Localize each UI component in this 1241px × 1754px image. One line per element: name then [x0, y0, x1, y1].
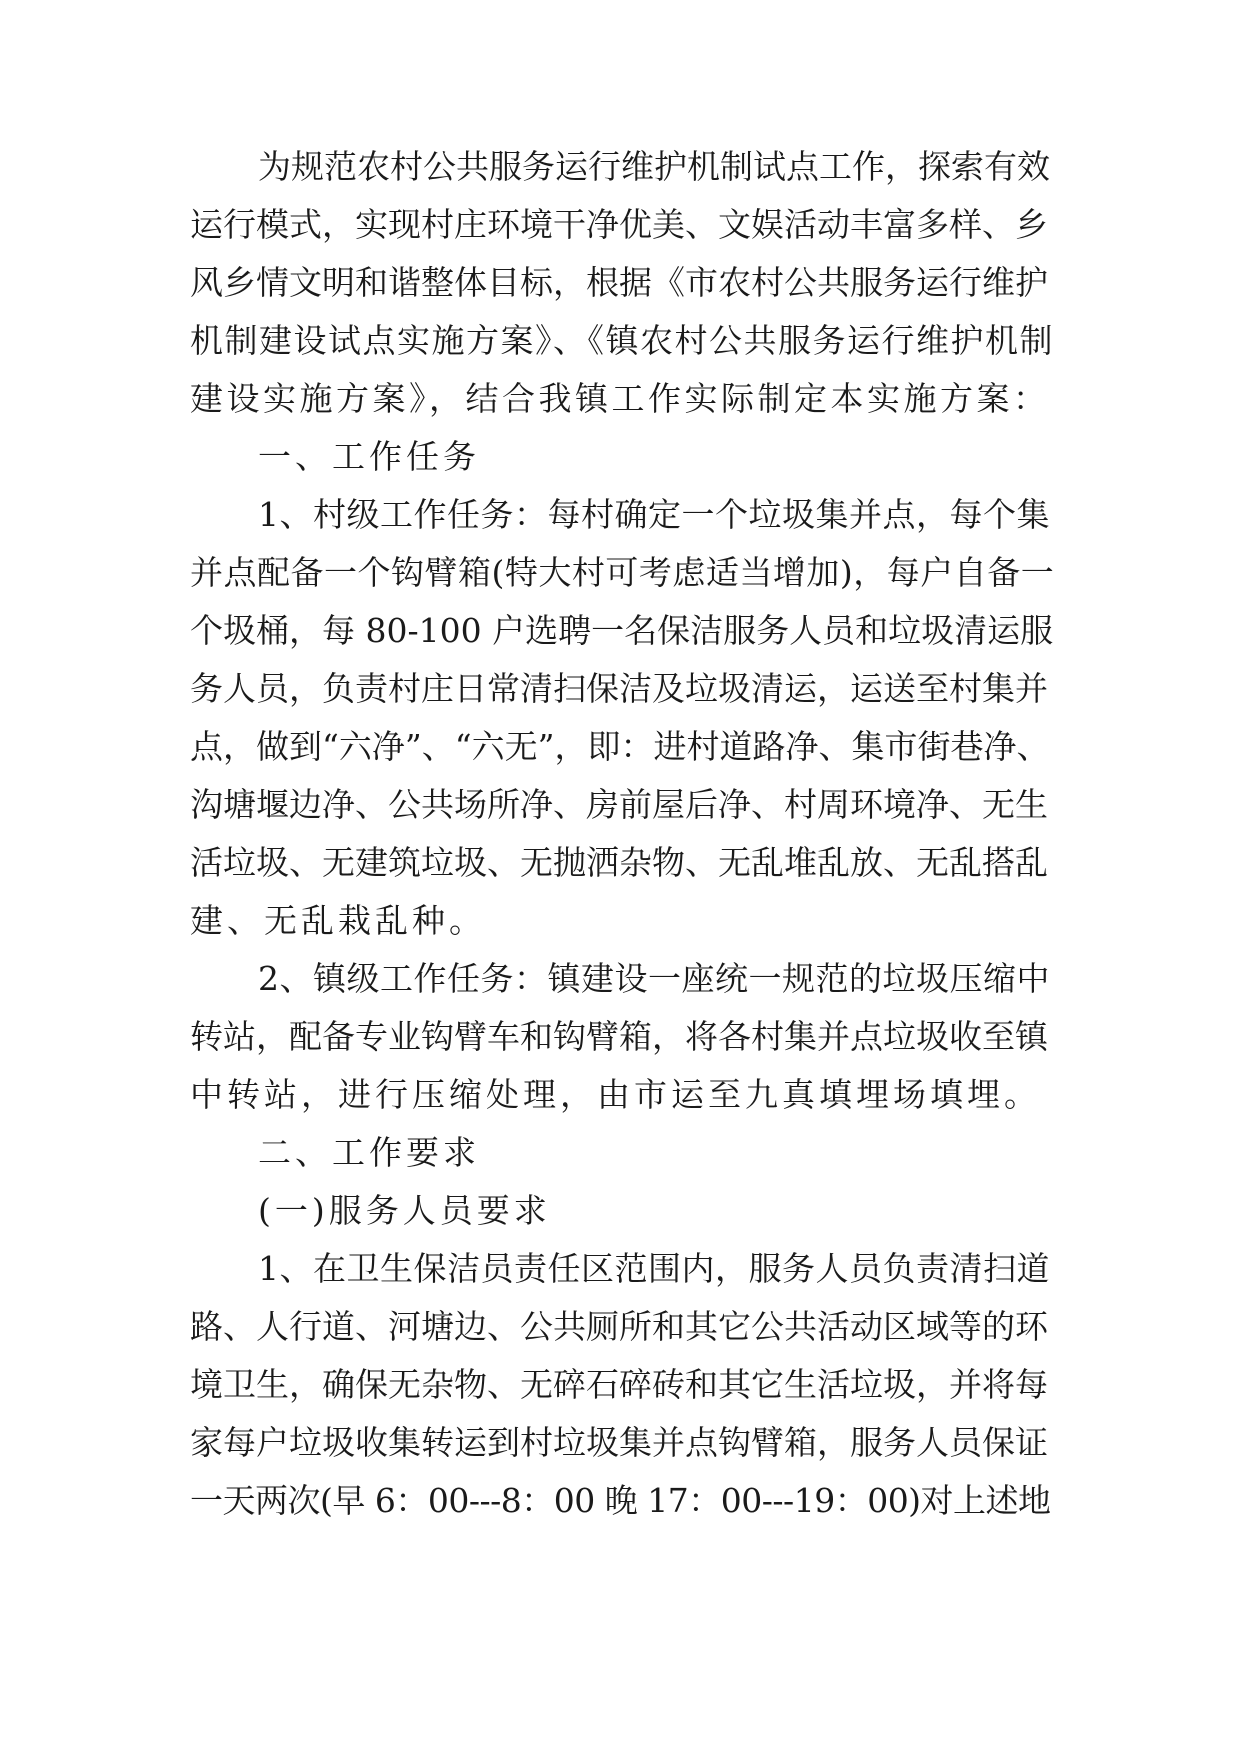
section-heading: 一、工作任务 [258, 437, 480, 476]
paragraph-line: 风乡情文明和谐整体目标，根据《市农村公共服务运行维护 [190, 263, 1048, 302]
paragraph-line: 建设实施方案》，结合我镇工作实际制定本实施方案： [190, 379, 1050, 418]
paragraph-line: 一天两次(早 6：00---8：00 晚 17：00---19：00)对上述地 [190, 1481, 1051, 1520]
paragraph-line: 运行模式，实现村庄环境干净优美、文娱活动丰富多样、乡 [190, 205, 1048, 244]
paragraph-line: 家每户垃圾收集转运到村垃圾集并点钩臂箱，服务人员保证 [190, 1423, 1048, 1462]
paragraph-line: 建、无乱栽乱种。 [190, 901, 486, 940]
paragraph-line: 境卫生，确保无杂物、无碎石碎砖和其它生活垃圾，并将每 [190, 1365, 1048, 1404]
paragraph-line: 沟塘堰边净、公共场所净、房前屋后净、村周环境净、无生 [190, 785, 1048, 824]
paragraph-line: 转站，配备专业钩臂车和钩臂箱，将各村集并点垃圾收至镇 [190, 1017, 1048, 1056]
paragraph-line: 务人员，负责村庄日常清扫保洁及垃圾清运，运送至村集并 [190, 669, 1048, 708]
paragraph-line: 中转站，进行压缩处理，由市运至九真填埋场填埋。 [190, 1075, 1041, 1114]
paragraph-line: 为规范农村公共服务运行维护机制试点工作，探索有效 [258, 147, 1050, 186]
section-heading: 二、工作要求 [258, 1133, 480, 1172]
paragraph-line: 点，做到“六净”、“六无”，即：进村道路净、集市街巷净、 [190, 727, 1050, 766]
paragraph-line: 机制建设试点实施方案》、《镇农村公共服务运行维护机制 [190, 321, 1054, 360]
paragraph-line: 个圾桶，每 80-100 户选聘一名保洁服务人员和垃圾清运服 [190, 611, 1054, 650]
paragraph-line: 1、村级工作任务：每村确定一个垃圾集并点，每个集 [258, 495, 1050, 534]
subsection-heading: (一)服务人员要求 [258, 1191, 551, 1230]
paragraph-line: 2、镇级工作任务：镇建设一座统一规范的垃圾压缩中 [258, 959, 1050, 998]
paragraph-line: 活垃圾、无建筑垃圾、无抛洒杂物、无乱堆乱放、无乱搭乱 [190, 843, 1048, 882]
paragraph-line: 1、在卫生保洁员责任区范围内，服务人员负责清扫道 [258, 1249, 1050, 1288]
paragraph-line: 并点配备一个钩臂箱(特大村可考虑适当增加)，每户自备一 [190, 553, 1055, 592]
paragraph-line: 路、人行道、河塘边、公共厕所和其它公共活动区域等的环 [190, 1307, 1048, 1346]
